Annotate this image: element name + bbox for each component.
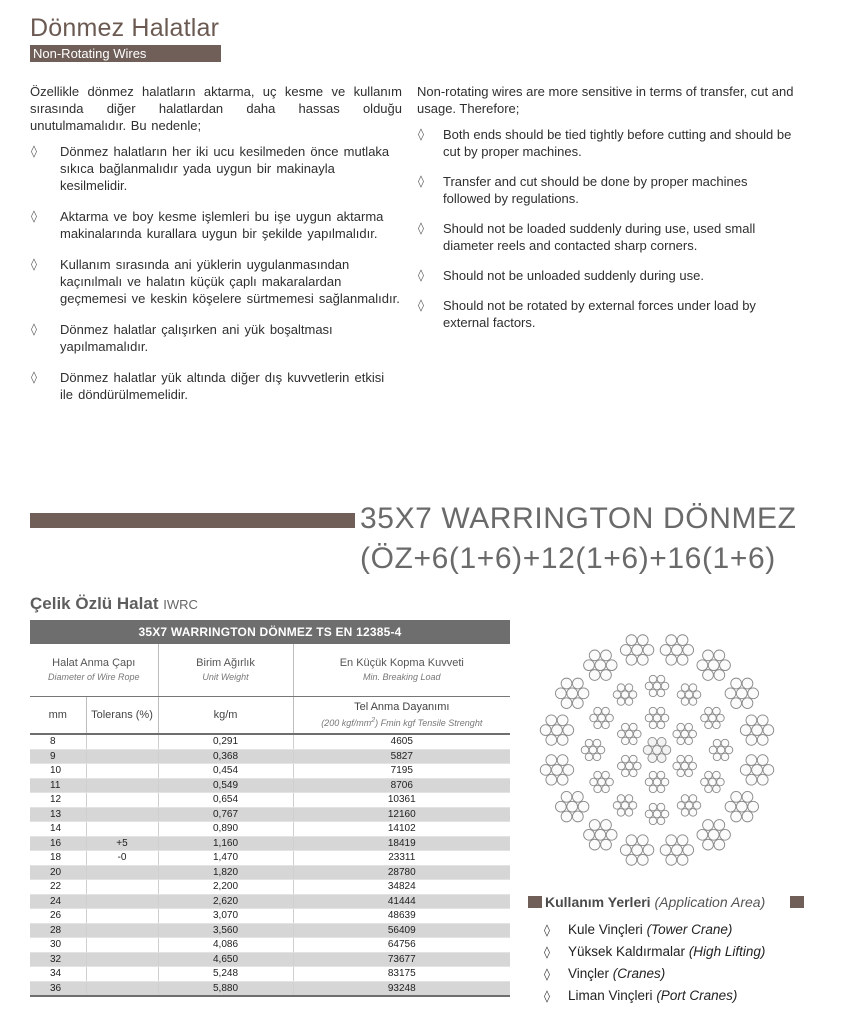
table-row <box>30 764 510 779</box>
cell-kgm: 0,654 <box>158 793 293 808</box>
cell-tolerance <box>86 822 158 837</box>
diamond-bullet-icon: ◊ <box>418 298 424 312</box>
cell-breaking-load: 56409 <box>293 923 510 938</box>
usage-item-en: (Port Cranes) <box>656 988 738 1003</box>
cell-breaking-load: 48639 <box>293 909 510 924</box>
table-row <box>30 734 510 749</box>
bullet-text: Aktarma ve boy kesme işlemleri bu işe uygun aktarma makinalarında kurallara uygun bir şekilde yapılmalıdır. <box>60 209 384 241</box>
strand-icon <box>540 715 573 745</box>
cell-mm: 34 <box>30 967 86 982</box>
cell-breaking-load: 8706 <box>293 778 510 793</box>
cell-tolerance <box>86 734 158 749</box>
table-section-title: Çelik Özlü Halat <box>30 594 159 613</box>
usage-item-en: (Cranes) <box>612 966 666 981</box>
list-item <box>30 208 402 242</box>
table-row <box>30 894 510 909</box>
diameter-header-en: Diameter of Wire Rope <box>48 672 140 682</box>
turkish-intro: Özellikle dönmez halatların aktarma, uç kesme ve kullanım sırasında diğer halatlardan daha hassas olduğu unutulmamalıdır. Bu nedenle; <box>30 84 402 133</box>
diamond-bullet-icon: ◊ <box>544 967 550 981</box>
list-item <box>417 126 797 160</box>
diamond-bullet-icon: ◊ <box>31 322 37 336</box>
list-item <box>417 173 797 207</box>
cell-kgm: 0,454 <box>158 764 293 779</box>
cell-tolerance <box>86 923 158 938</box>
cell-mm: 16 <box>30 836 86 851</box>
usage-area-header <box>528 893 818 911</box>
cell-kgm: 0,767 <box>158 807 293 822</box>
table-row <box>30 923 510 938</box>
english-column <box>417 83 797 344</box>
strand-icon <box>645 675 669 696</box>
cell-tolerance <box>86 793 158 808</box>
usage-item-tr: Vinçler <box>568 966 610 981</box>
diamond-bullet-icon: ◊ <box>418 174 424 188</box>
column-header-tolerance: Tolerans (%) <box>86 697 158 735</box>
cell-mm: 30 <box>30 938 86 953</box>
cell-kgm: 5,880 <box>158 981 293 996</box>
strand-icon <box>697 820 730 850</box>
strand-icon <box>555 678 588 708</box>
tensile-header-en-sup: 2 <box>371 716 376 724</box>
spec-table <box>30 620 510 997</box>
cell-breaking-load: 18419 <box>293 836 510 851</box>
cell-tolerance: -0 <box>86 851 158 866</box>
usage-item-tr: Liman Vinçleri <box>568 988 653 1003</box>
cell-kgm: 2,620 <box>158 894 293 909</box>
cell-breaking-load: 5827 <box>293 749 510 764</box>
tensile-header-en-pre: (200 kgf/mm <box>321 717 372 728</box>
table-row <box>30 865 510 880</box>
cell-mm: 14 <box>30 822 86 837</box>
diameter-header-tr: Halat Anma Çapı <box>52 657 136 669</box>
strand-icon <box>709 739 733 760</box>
strand-icon <box>584 820 617 850</box>
diamond-bullet-icon: ◊ <box>544 923 550 937</box>
turkish-bullet-list <box>30 143 402 403</box>
cell-tolerance <box>86 967 158 982</box>
weight-header-en: Unit Weight <box>202 672 249 682</box>
cell-mm: 18 <box>30 851 86 866</box>
list-item <box>528 941 818 963</box>
bullet-text: Kullanım sırasında ani yüklerin uygulanmasından kaçınılmalı ve halatın küçük çaplı makaralardan geçmemesi ve keskin köşelere sürtmemesi sağlanmalıdır. <box>60 257 400 306</box>
cell-breaking-load: 83175 <box>293 967 510 982</box>
cell-mm: 12 <box>30 793 86 808</box>
cell-breaking-load: 23311 <box>293 851 510 866</box>
page-title: Dönmez Halatlar <box>30 14 220 42</box>
bullet-text: Both ends should be tied tightly before cutting and should be cut by proper machines. <box>443 127 792 159</box>
list-item <box>528 963 818 985</box>
cell-breaking-load: 10361 <box>293 793 510 808</box>
cell-kgm: 1,160 <box>158 836 293 851</box>
strand-icon <box>740 715 773 745</box>
strand-icon <box>673 755 697 776</box>
cell-tolerance <box>86 778 158 793</box>
strand-icon <box>620 635 653 665</box>
rope-cross-section-icon <box>532 625 782 875</box>
english-bullet-list <box>417 126 797 331</box>
usage-title-tr: Kullanım Yerleri <box>545 894 651 910</box>
bullet-text: Transfer and cut should be done by proper machines followed by regulations. <box>443 174 748 206</box>
page-subtitle: Non-Rotating Wires <box>30 45 221 62</box>
cell-mm: 24 <box>30 894 86 909</box>
cell-mm: 22 <box>30 880 86 895</box>
cell-tolerance <box>86 764 158 779</box>
list-item <box>417 297 797 331</box>
bullet-text: Should not be rotated by external forces under load by external factors. <box>443 298 756 330</box>
usage-item-tr: Yüksek Kaldırmalar <box>568 944 686 959</box>
table-row <box>30 807 510 822</box>
table-row <box>30 981 510 996</box>
cell-tolerance <box>86 981 158 996</box>
table-row <box>30 880 510 895</box>
strand-icon <box>590 707 614 728</box>
list-item <box>528 985 818 1007</box>
cell-mm: 20 <box>30 865 86 880</box>
cell-mm: 10 <box>30 764 86 779</box>
strand-icon <box>701 707 725 728</box>
product-title: 35X7 WARRINGTON DÖNMEZ <box>360 502 797 535</box>
diamond-bullet-icon: ◊ <box>544 945 550 959</box>
usage-list <box>528 919 818 1007</box>
tensile-header-en-post: ) Fmin kgf Tensile Strenght <box>375 717 483 728</box>
cell-kgm: 0,890 <box>158 822 293 837</box>
usage-area-block <box>528 893 818 1007</box>
table-body <box>30 734 510 996</box>
bullet-text: Dönmez halatlar çalışırken ani yük boşaltması yapılmamalıdır. <box>60 322 333 354</box>
cell-breaking-load: 12160 <box>293 807 510 822</box>
strand-icon <box>590 771 614 792</box>
cell-tolerance: +5 <box>86 836 158 851</box>
list-item <box>417 267 797 284</box>
table-row <box>30 952 510 967</box>
table-row <box>30 749 510 764</box>
strand-icon <box>613 684 637 705</box>
table-row <box>30 967 510 982</box>
list-item <box>30 369 402 403</box>
table-row <box>30 778 510 793</box>
cell-breaking-load: 34824 <box>293 880 510 895</box>
cell-breaking-load: 7195 <box>293 764 510 779</box>
strand-icon <box>620 835 653 865</box>
square-marker-icon <box>790 896 804 908</box>
cell-kgm: 5,248 <box>158 967 293 982</box>
strand-icon <box>645 803 669 824</box>
turkish-column <box>30 83 402 417</box>
breaking-header-en: Min. Breaking Load <box>362 672 441 682</box>
diamond-bullet-icon: ◊ <box>31 370 37 384</box>
strand-icon <box>645 771 669 792</box>
cell-breaking-load: 41444 <box>293 894 510 909</box>
cell-tolerance <box>86 880 158 895</box>
strand-icon <box>660 835 693 865</box>
column-header-tensile <box>293 697 510 735</box>
strand-icon <box>740 755 773 785</box>
strand-icon <box>725 791 758 821</box>
cell-mm: 8 <box>30 734 86 749</box>
diamond-bullet-icon: ◊ <box>31 257 37 271</box>
cell-tolerance <box>86 952 158 967</box>
cell-breaking-load: 28780 <box>293 865 510 880</box>
table-row <box>30 836 510 851</box>
bullet-text: Dönmez halatların her iki ucu kesilmeden önce mutlaka sıkıca bağlanmalıdır yada uygun bir makinayla kesilmelidir. <box>60 144 390 193</box>
square-marker-icon <box>528 896 542 908</box>
cell-breaking-load: 4605 <box>293 734 510 749</box>
cell-kgm: 1,820 <box>158 865 293 880</box>
strand-icon <box>617 755 641 776</box>
bullet-text: Dönmez halatlar yük altında diğer dış kuvvetlerin etkisi ile döndürülmemelidir. <box>60 370 385 402</box>
usage-item-en: (Tower Crane) <box>646 922 733 937</box>
cell-mm: 26 <box>30 909 86 924</box>
strand-icon <box>677 684 701 705</box>
cell-mm: 11 <box>30 778 86 793</box>
tensile-header-tr: Tel Anma Dayanımı <box>354 700 450 713</box>
cell-kgm: 0,368 <box>158 749 293 764</box>
cell-mm: 13 <box>30 807 86 822</box>
cell-breaking-load: 73677 <box>293 952 510 967</box>
cell-tolerance <box>86 938 158 953</box>
table-section-heading <box>30 594 198 614</box>
table-row <box>30 793 510 808</box>
usage-item-en: (High Lifting) <box>688 944 766 959</box>
cell-kgm: 3,070 <box>158 909 293 924</box>
table-section-suffix: IWRC <box>163 597 198 612</box>
diameter-group-header <box>30 644 158 697</box>
breaking-header-tr: En Küçük Kopma Kuvveti <box>339 657 464 669</box>
strand-icon <box>540 755 573 785</box>
strand-icon <box>555 791 588 821</box>
cell-mm: 9 <box>30 749 86 764</box>
cell-kgm: 1,470 <box>158 851 293 866</box>
column-header-mm: mm <box>30 697 86 735</box>
cell-tolerance <box>86 807 158 822</box>
bullet-text: Should not be loaded suddenly during use, used small diameter reels and contacted sharp corners. <box>443 221 756 253</box>
strand-icon <box>701 771 725 792</box>
cell-mm: 36 <box>30 981 86 996</box>
list-item <box>528 919 818 941</box>
diamond-bullet-icon: ◊ <box>31 209 37 223</box>
usage-area-title <box>545 893 765 911</box>
strand-icon <box>660 635 693 665</box>
strand-icon <box>613 795 637 816</box>
diamond-bullet-icon: ◊ <box>418 127 424 141</box>
weight-header-tr: Birim Ağırlık <box>196 657 255 669</box>
product-construction-formula: (ÖZ+6(1+6)+12(1+6)+16(1+6) <box>360 542 776 575</box>
bullet-text: Should not be unloaded suddenly during use. <box>443 268 704 283</box>
cell-kgm: 4,650 <box>158 952 293 967</box>
tensile-header-en <box>294 714 511 730</box>
table-row <box>30 909 510 924</box>
list-item <box>417 220 797 254</box>
cell-tolerance <box>86 749 158 764</box>
strand-icon <box>725 678 758 708</box>
table-row <box>30 822 510 837</box>
cell-kgm: 3,560 <box>158 923 293 938</box>
cell-mm: 32 <box>30 952 86 967</box>
cell-breaking-load: 64756 <box>293 938 510 953</box>
strand-icon <box>643 737 671 762</box>
product-heading-bar <box>30 513 355 528</box>
strand-icon <box>697 650 730 680</box>
diamond-bullet-icon: ◊ <box>31 144 37 158</box>
diamond-bullet-icon: ◊ <box>544 989 550 1003</box>
usage-title-en: (Application Area) <box>654 894 766 910</box>
spec-table-grid <box>30 644 510 997</box>
usage-item-tr: Kule Vinçleri <box>568 922 643 937</box>
cell-breaking-load: 93248 <box>293 981 510 996</box>
strand-icon <box>617 723 641 744</box>
cell-mm: 28 <box>30 923 86 938</box>
breaking-load-group-header <box>293 644 510 697</box>
weight-group-header <box>158 644 293 697</box>
strand-icon <box>673 723 697 744</box>
cell-breaking-load: 14102 <box>293 822 510 837</box>
strand-icon <box>677 795 701 816</box>
cell-tolerance <box>86 909 158 924</box>
cell-kgm: 0,549 <box>158 778 293 793</box>
table-row <box>30 938 510 953</box>
list-item <box>30 143 402 194</box>
cell-tolerance <box>86 865 158 880</box>
list-item <box>30 321 402 355</box>
strand-icon <box>645 707 669 728</box>
table-caption: 35X7 WARRINGTON DÖNMEZ TS EN 12385-4 <box>30 620 510 644</box>
cell-kgm: 4,086 <box>158 938 293 953</box>
column-header-kgm: kg/m <box>158 697 293 735</box>
cell-tolerance <box>86 894 158 909</box>
table-row <box>30 851 510 866</box>
cell-kgm: 0,291 <box>158 734 293 749</box>
cell-kgm: 2,200 <box>158 880 293 895</box>
strand-icon <box>581 739 605 760</box>
list-item <box>30 256 402 307</box>
english-intro: Non-rotating wires are more sensitive in terms of transfer, cut and usage. Therefore; <box>417 84 794 116</box>
diamond-bullet-icon: ◊ <box>418 221 424 235</box>
strand-icon <box>584 650 617 680</box>
diamond-bullet-icon: ◊ <box>418 268 424 282</box>
